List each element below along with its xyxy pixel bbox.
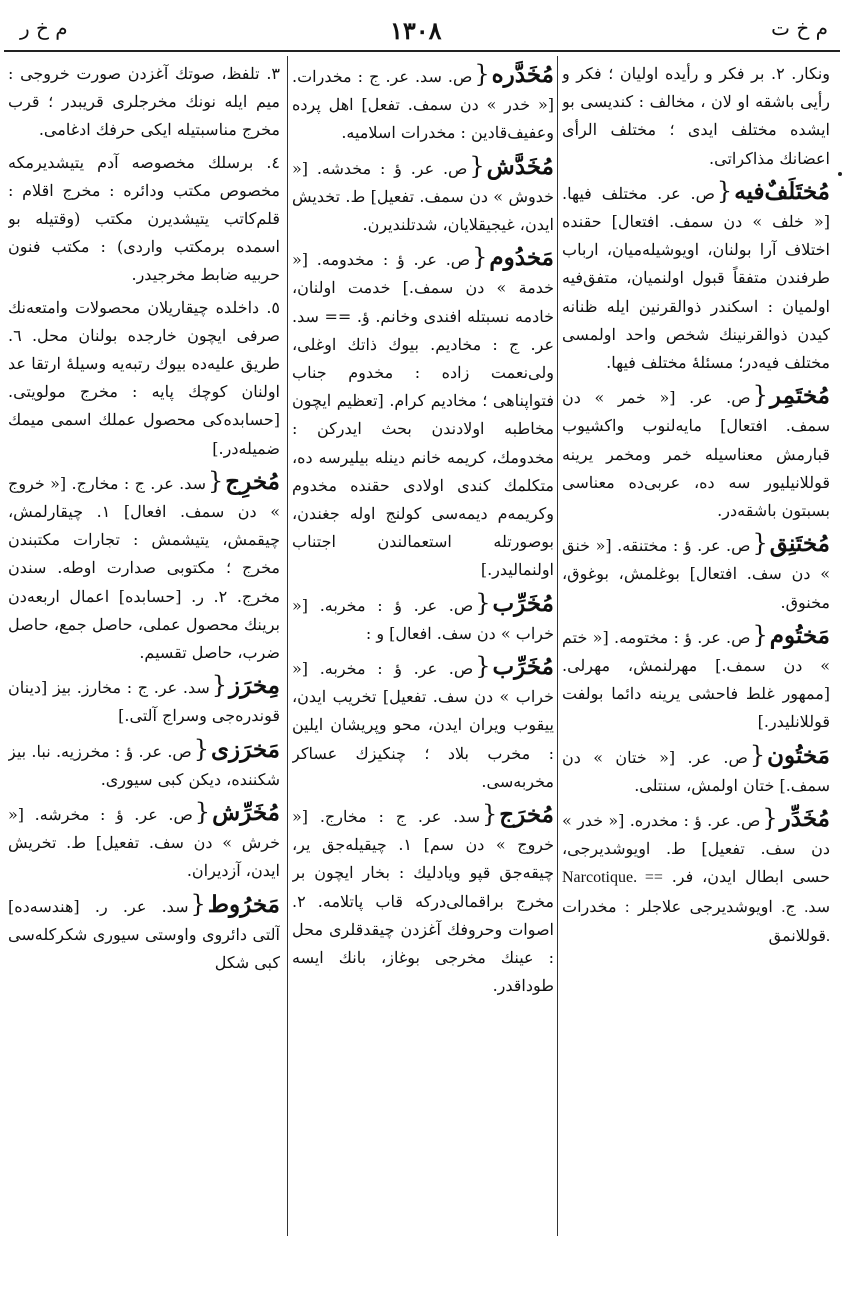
entry <box>8 798 280 886</box>
entry-text: ص. سد. عر. ج : مخدرات. [« خدر » دن سمف. تفعل] اهل پرده وعفیف‌قادین : مخدرات اسلامیه. <box>292 67 554 143</box>
brace-icon: { <box>752 529 768 558</box>
header-right-letters: م خ ت <box>771 16 828 40</box>
headword: مَخدُوم <box>489 244 554 272</box>
headword: مَختُوم <box>769 621 830 649</box>
brace-icon: { <box>475 652 491 681</box>
entry-text: ص. عر. ؤ : مخدشه. [« خدوش » دن سمف. تفعیل] ط. تخدیش ایدن، غیجیقلایان، شدتلندیرن. <box>292 158 554 235</box>
brace-icon: { <box>752 620 768 649</box>
column-divider-right <box>557 56 558 1236</box>
entry-text: ص. عر. ؤ : مخدره. [« خدر » دن سف. تفعیل] ط. اویوشدیرجی، حسی ابطال ایدن، فر. <box>562 811 830 887</box>
brace-icon: { <box>475 588 491 617</box>
entry-text: ٥. داخلده چیقاریلان محصولات وامتعه‌نك صرفی ایچون خارجده بولنان محل. ٦. طریق علیه‌ده بیوك رتبه‌یه وسیلهٔ ارتقا عد اولنان کوچك پایه : مخرج مولویتی. [حسابده‌کی محصول عملك اسمی میمك ضمیله‌در.] <box>8 297 280 458</box>
headword: مُخَرِّب <box>492 589 554 617</box>
brace-icon: { <box>469 151 485 180</box>
entry <box>562 529 830 617</box>
entry-text: سد. عر. ج : مخارج. [« خروج » دن سم] ١. چیقیله‌جق یر، چیقه‌جق قپو ویادلیك : بخار ایچون بر مخرج براقمالی‌درکه قاب پاتلامه. ٢. اصوات وحروفك آغزدن چیقدقلری محل : عینك مخرجی بوغاز، بانك ایسه طوداقدر. <box>292 807 554 996</box>
entry <box>8 890 280 978</box>
entry-text: ونکار. ٢. بر فکر و رأیده اولیان ؛ فکر و رأیی باشقه او لان ، مخالف : کندیسی بو ایشده مختلف ایدی ؛ مختلف الرأی اعضانك مذاکراتی. <box>562 64 830 168</box>
entry-text: ص. عر. ؤ : مختنقه. [« خنق » دن سف. افتعال] بوغلمش، بوغوق، مخنوق. <box>562 536 830 612</box>
brace-icon: { <box>211 671 228 700</box>
header-left-letters: م خ ر <box>20 16 68 40</box>
entry-text: ص. عر. [« خمر » دن سمف. افتعال] مایه‌لنوب واکشیوب قبارمش معناسیله خمر ومخمر یرینه قوللانیلیور سه ده، عربی‌ده معناسی بسبتون باشقه‌در. <box>562 388 830 521</box>
brace-icon: { <box>716 176 733 205</box>
headword: مَخرُوط <box>207 890 280 918</box>
brace-icon: { <box>749 740 766 769</box>
entry <box>292 800 554 1000</box>
entry <box>292 589 554 648</box>
brace-icon: { <box>472 243 488 272</box>
headword: مُختَنِق <box>769 530 830 558</box>
entry <box>8 467 280 667</box>
headword: مُخَدَّره <box>491 61 554 88</box>
latin-gloss: Narcotique. == سد. ج. اویوشدیرجی علاجلر : مخدرات قوللانمق. <box>562 869 830 945</box>
brace-icon: { <box>194 798 211 827</box>
brace-icon: { <box>482 800 498 829</box>
brace-icon: { <box>762 804 778 833</box>
entry-text: ص. عر. [« ختان » دن سمف.] ختان اولمش، سنتلی. <box>562 747 830 795</box>
entry-text: ص. عر. ؤ : مخرزیه. نبا. بیز شکننده، دیکن کبی سیوری. <box>8 741 280 789</box>
header-rule <box>4 50 840 52</box>
entry-text: سد. عر. ج : مخارز. بیز [دینان قوندره‌جی وسراج آلتی.] <box>8 678 280 726</box>
entry <box>8 671 280 730</box>
entry <box>292 60 554 148</box>
headword: مَختُون <box>767 741 830 769</box>
headword: مُخَرِّب <box>492 653 554 681</box>
headword: مُخَدَّش <box>486 152 554 180</box>
entry-text: ٤. برسلك مخصوصه آدم یتیشدیرمکه مخصوص مکتب ودائره : مخرج اقلام : قلم‌کاتب یتیشدیرن مکتب (وقتیله بو اسمده برمکتب واردی) : مکتب فنون حربیه ضابط مخرجیدر. <box>8 152 280 285</box>
brace-icon: { <box>193 734 210 763</box>
entry <box>562 621 830 737</box>
running-head <box>10 10 838 50</box>
entry <box>8 60 280 145</box>
page-number: ١٣٠٨ <box>390 16 442 45</box>
entry <box>292 243 554 584</box>
brace-icon: { <box>752 381 768 410</box>
brace-icon: { <box>208 466 224 495</box>
entry <box>562 804 830 951</box>
entry-text: ص. عر. ؤ : مخرشه. [« خرش » دن سف. تفعیل] ط. تخریش ایدن، آزدیران. <box>8 805 280 881</box>
entry <box>292 152 554 240</box>
entry <box>8 149 280 290</box>
entry-text: ص. عر. ؤ : مخربه. [« خراب » دن سف. تفعیل] تخریب ایدن، ییقوب ویران ایدن، محو وپریشان ایلین : مخرب بلاد ؛ چنکیزك عساکر مخربه‌سی. <box>292 659 554 791</box>
entry <box>292 652 554 796</box>
entry-text: ص. عر. ؤ : مخربه. [« خراب » دن سف. افعال] و : <box>292 595 554 643</box>
headword: مُخرَج <box>499 801 554 829</box>
column-right <box>562 60 830 1236</box>
entry <box>8 735 280 794</box>
headword: مُخَرِّش <box>212 799 280 827</box>
margin-mark <box>838 172 842 176</box>
headword: مُخَدِّر <box>779 805 830 833</box>
entry-text: ص. عر. مختلف فیها. [« خلف » دن سمف. افتعال] حقنده اختلاف آرا بولنان، اویوشیله‌میان، ارباب طرفندن متفقاً قبول اولنمیان، متفق‌فیه اولمیان : اسکندر ذوالقرنین ایله ظنانه کیدن ذوالقرنینك شخص واحد اولمسی مختلف فیه‌در؛ مسئلهٔ مختلف فیها. <box>562 183 830 373</box>
entry-text: سد. عر. ر. [هندسه‌ده] آلتی دائروی واوستی سیوری شکرکله‌سی کبی شکل <box>8 896 280 973</box>
headword: مَخرَزی <box>211 735 280 763</box>
entry <box>562 741 830 800</box>
entry <box>8 294 280 463</box>
entry-text: سد. عر. ج : مخارج. [« خروج » دن سمف. افعال] ١. چیقارلمش، چیقمش، یتیشمش : تجارات مکتبندن مخرج ؛ مکتوبی صدارت اوطه. سندن مخرج. ٢. ر. [حسابده] اعمال اربعه‌دن برینك محصول عملی، حاصل جمع، حاصل ضرب، حاصل تقسیم. <box>8 473 280 663</box>
headword: مُختَلَفٌ‌فیه <box>734 177 830 205</box>
brace-icon: { <box>474 60 490 88</box>
headword: مِخرَز <box>229 672 280 700</box>
column-left <box>8 60 280 1236</box>
entry <box>562 381 830 525</box>
headword: مُخرِج <box>225 467 280 495</box>
entry-text: ص. عر. ؤ : مخدومه. [« خدمة » دن سمف.] خدمت اولنان، خادمه نسبتله افندی وخانم. ؤ. == سد. عر. ج : مخادیم. بیوك ذاتك اوغلی، ولی‌نعمت زاده : مخدوم جناب فتواپناهی ؛ مخادیم کرام. [تعظیم ایچون مخاطبه اولادندن بحث ایدرکن : مخدومك، کریمه خانم دینله بیلیرسه ده، متکلمك کندی اولادی حقنده مخدوم وکریمه‌م دیمه‌سی کولنج اوله جغندن، بوصورتله استعمالندن اجتناب اولنمالیدر.] <box>292 250 554 580</box>
brace-icon: { <box>190 889 206 918</box>
column-divider-left <box>287 56 288 1236</box>
column-middle <box>292 60 554 1236</box>
entry-text: ٣. تلفظ، صوتك آغزدن صورت خروجی : میم ایله نونك مخرجلری قریبدر ؛ قرب مخرج مناسبتیله ایکی حرفك ادغامی. <box>8 64 280 140</box>
entry <box>562 177 830 377</box>
entry <box>562 60 830 173</box>
entry-text: ص. عر. ؤ : مختومه. [« ختم » دن سمف.] مهرلنمش، مهرلی. [ممهور غلط فاحشی یرینه دائما بولفت قوللانلیدر.] <box>562 627 830 732</box>
headword: مُختَمِر <box>769 382 830 410</box>
